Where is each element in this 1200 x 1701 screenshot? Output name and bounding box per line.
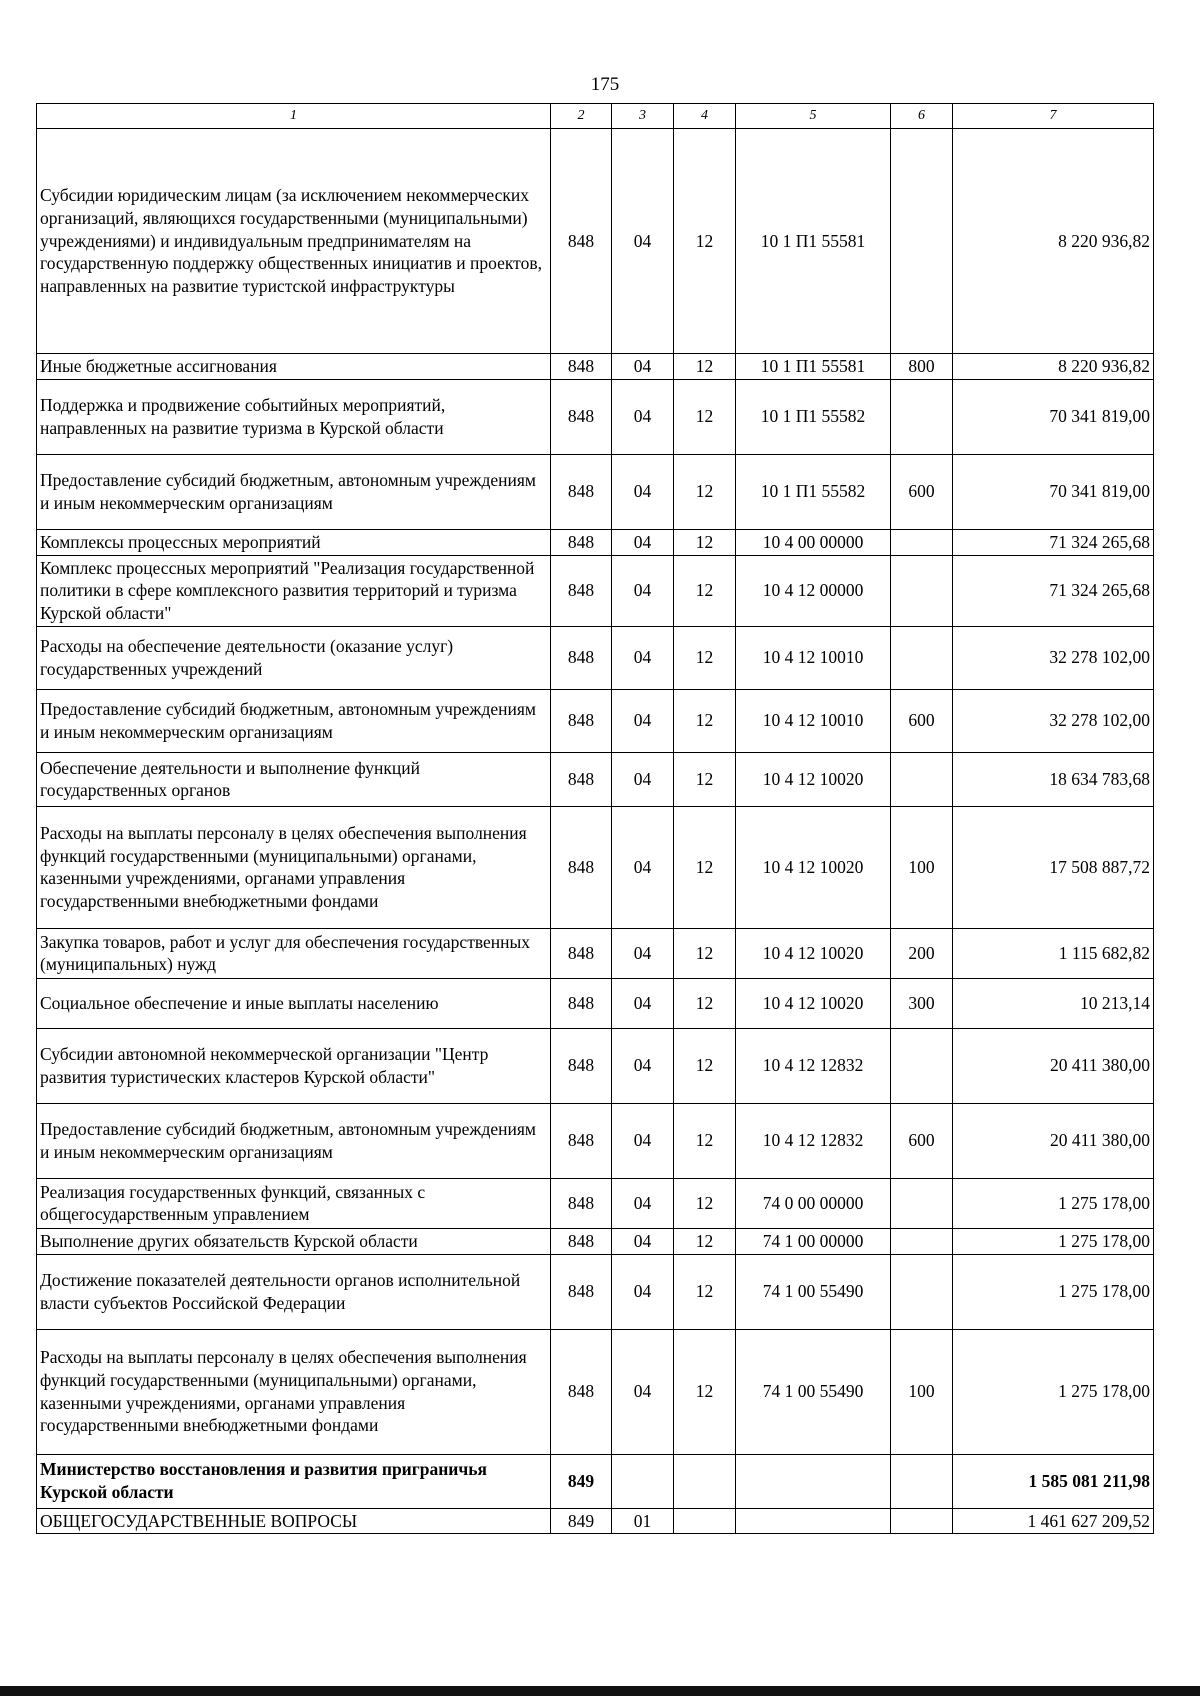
- table-row: [37, 1329, 1154, 1454]
- table-row: [37, 529, 1154, 555]
- row-amount: 71 324 265,68: [953, 529, 1154, 555]
- row-subsection: 12: [674, 1178, 736, 1228]
- row-expense-type: [891, 752, 953, 806]
- row-amount: 8 220 936,82: [953, 354, 1154, 380]
- table-row: [37, 555, 1154, 626]
- row-admin-code: 848: [551, 978, 612, 1028]
- header-col-2: 2: [551, 104, 612, 129]
- row-target-article: [736, 1454, 891, 1508]
- row-expense-type: [891, 1454, 953, 1508]
- table-row: [37, 1228, 1154, 1254]
- row-amount: 20 411 380,00: [953, 1103, 1154, 1178]
- row-subsection: 12: [674, 928, 736, 978]
- row-admin-code: 849: [551, 1454, 612, 1508]
- row-target-article: 10 1 П1 55581: [736, 354, 891, 380]
- row-target-article: 10 4 12 12832: [736, 1103, 891, 1178]
- row-target-article: 10 4 12 10020: [736, 806, 891, 928]
- row-admin-code: 848: [551, 1254, 612, 1329]
- row-expense-type: [891, 1228, 953, 1254]
- row-expense-type: [891, 379, 953, 454]
- row-subsection: 12: [674, 129, 736, 354]
- row-expense-type: [891, 1178, 953, 1228]
- row-target-article: 10 4 12 10020: [736, 978, 891, 1028]
- row-amount: 32 278 102,00: [953, 626, 1154, 689]
- row-amount: 10 213,14: [953, 978, 1154, 1028]
- row-target-article: 10 1 П1 55582: [736, 454, 891, 529]
- row-section: [612, 1454, 674, 1508]
- row-amount: 20 411 380,00: [953, 1028, 1154, 1103]
- row-amount: 70 341 819,00: [953, 379, 1154, 454]
- row-amount: 1 275 178,00: [953, 1228, 1154, 1254]
- row-description: Расходы на выплаты персоналу в целях обеспечения выполнения функций государственными (муниципальными) органами, казенными учреждениями, органами управления государственными внебюджетными фондами: [37, 806, 551, 928]
- row-amount: 32 278 102,00: [953, 689, 1154, 752]
- row-expense-type: 100: [891, 806, 953, 928]
- row-admin-code: 848: [551, 529, 612, 555]
- row-expense-type: [891, 1254, 953, 1329]
- row-amount: 1 585 081 211,98: [953, 1454, 1154, 1508]
- row-subsection: 12: [674, 752, 736, 806]
- row-subsection: 12: [674, 555, 736, 626]
- row-amount: 1 275 178,00: [953, 1254, 1154, 1329]
- row-section: 04: [612, 454, 674, 529]
- row-admin-code: 848: [551, 1028, 612, 1103]
- table-row: [37, 1254, 1154, 1329]
- row-target-article: 10 4 12 12832: [736, 1028, 891, 1103]
- row-description: Предоставление субсидий бюджетным, автономным учреждениям и иным некоммерческим организациям: [37, 1103, 551, 1178]
- row-section: 04: [612, 354, 674, 380]
- row-subsection: 12: [674, 354, 736, 380]
- row-expense-type: [891, 626, 953, 689]
- table-row: [37, 928, 1154, 978]
- row-admin-code: 848: [551, 689, 612, 752]
- table-row: [37, 1103, 1154, 1178]
- table-row: [37, 1454, 1154, 1508]
- page-number: 175: [590, 74, 620, 95]
- row-target-article: 74 1 00 00000: [736, 1228, 891, 1254]
- table-row: [37, 1508, 1154, 1534]
- table-row: [37, 1178, 1154, 1228]
- table-row: [37, 129, 1154, 354]
- row-expense-type: 600: [891, 1103, 953, 1178]
- row-expense-type: [891, 129, 953, 354]
- row-description: Социальное обеспечение и иные выплаты населению: [37, 978, 551, 1028]
- row-subsection: [674, 1454, 736, 1508]
- row-amount: 18 634 783,68: [953, 752, 1154, 806]
- row-target-article: 10 4 12 00000: [736, 555, 891, 626]
- row-target-article: 10 4 00 00000: [736, 529, 891, 555]
- row-description: Предоставление субсидий бюджетным, автономным учреждениям и иным некоммерческим организациям: [37, 689, 551, 752]
- row-expense-type: 200: [891, 928, 953, 978]
- row-section: 04: [612, 1254, 674, 1329]
- row-section: 04: [612, 1178, 674, 1228]
- row-admin-code: 848: [551, 1228, 612, 1254]
- row-subsection: 12: [674, 689, 736, 752]
- row-description: Комплексы процессных мероприятий: [37, 529, 551, 555]
- table-row: [37, 689, 1154, 752]
- row-target-article: [736, 1508, 891, 1534]
- header-col-1: 1: [37, 104, 551, 129]
- row-admin-code: 848: [551, 555, 612, 626]
- row-expense-type: 600: [891, 454, 953, 529]
- row-section: 04: [612, 752, 674, 806]
- row-admin-code: 848: [551, 806, 612, 928]
- row-description: Комплекс процессных мероприятий "Реализация государственной политики в сфере комплексного развития территорий и туризма Курской области": [37, 555, 551, 626]
- row-expense-type: [891, 529, 953, 555]
- row-description: Расходы на обеспечение деятельности (оказание услуг) государственных учреждений: [37, 626, 551, 689]
- header-col-7: 7: [953, 104, 1154, 129]
- row-section: 04: [612, 129, 674, 354]
- row-section: 04: [612, 555, 674, 626]
- row-description: Выполнение других обязательств Курской области: [37, 1228, 551, 1254]
- row-description: Обеспечение деятельности и выполнение функций государственных органов: [37, 752, 551, 806]
- row-subsection: 12: [674, 806, 736, 928]
- row-admin-code: 848: [551, 454, 612, 529]
- row-target-article: 10 4 12 10010: [736, 689, 891, 752]
- table-row: [37, 752, 1154, 806]
- row-amount: 1 275 178,00: [953, 1329, 1154, 1454]
- table-row: [37, 454, 1154, 529]
- row-expense-type: [891, 1508, 953, 1534]
- row-section: 04: [612, 529, 674, 555]
- row-target-article: 10 1 П1 55581: [736, 129, 891, 354]
- row-subsection: 12: [674, 626, 736, 689]
- row-amount: 1 275 178,00: [953, 1178, 1154, 1228]
- row-target-article: 74 0 00 00000: [736, 1178, 891, 1228]
- row-description: Расходы на выплаты персоналу в целях обеспечения выполнения функций государственными (муниципальными) органами, казенными учреждениями, органами управления государственными внебюджетными фондами: [37, 1329, 551, 1454]
- row-description: Иные бюджетные ассигнования: [37, 354, 551, 380]
- row-admin-code: 848: [551, 752, 612, 806]
- row-description: Субсидии автономной некоммерческой организации "Центр развития туристических кластеров Курской области": [37, 1028, 551, 1103]
- row-amount: 1 115 682,82: [953, 928, 1154, 978]
- row-amount: 8 220 936,82: [953, 129, 1154, 354]
- row-target-article: 10 4 12 10010: [736, 626, 891, 689]
- table-row: [37, 1028, 1154, 1103]
- header-row: [37, 104, 1154, 129]
- row-admin-code: 848: [551, 354, 612, 380]
- row-section: 04: [612, 928, 674, 978]
- table-row: [37, 354, 1154, 380]
- row-amount: 70 341 819,00: [953, 454, 1154, 529]
- row-subsection: 12: [674, 379, 736, 454]
- header-col-6: 6: [891, 104, 953, 129]
- row-expense-type: 600: [891, 689, 953, 752]
- row-description: Реализация государственных функций, связанных с общегосударственным управлением: [37, 1178, 551, 1228]
- budget-table: [36, 103, 1154, 1534]
- row-description: Министерство восстановления и развития приграничья Курской области: [37, 1454, 551, 1508]
- table-row: [37, 379, 1154, 454]
- row-amount: 17 508 887,72: [953, 806, 1154, 928]
- row-admin-code: 849: [551, 1508, 612, 1534]
- row-description: Предоставление субсидий бюджетным, автономным учреждениям и иным некоммерческим организациям: [37, 454, 551, 529]
- row-admin-code: 848: [551, 928, 612, 978]
- row-expense-type: [891, 555, 953, 626]
- row-expense-type: 300: [891, 978, 953, 1028]
- row-section: 04: [612, 1329, 674, 1454]
- header-col-4: 4: [674, 104, 736, 129]
- row-description: ОБЩЕГОСУДАРСТВЕННЫЕ ВОПРОСЫ: [37, 1508, 551, 1534]
- row-expense-type: [891, 1028, 953, 1103]
- table-row: [37, 626, 1154, 689]
- row-description: Субсидии юридическим лицам (за исключением некоммерческих организаций, являющихся государственными (муниципальными) учреждениями) и индивидуальным предпринимателям на государственную поддержку общественных инициатив и проектов, направленных на развитие туристской инфраструктуры: [37, 129, 551, 354]
- row-subsection: 12: [674, 978, 736, 1028]
- row-subsection: 12: [674, 1254, 736, 1329]
- row-target-article: 10 4 12 10020: [736, 928, 891, 978]
- row-admin-code: 848: [551, 626, 612, 689]
- row-section: 01: [612, 1508, 674, 1534]
- row-admin-code: 848: [551, 1103, 612, 1178]
- row-amount: 71 324 265,68: [953, 555, 1154, 626]
- table-row: [37, 978, 1154, 1028]
- row-section: 04: [612, 379, 674, 454]
- scan-bottom-edge: [0, 1686, 1200, 1696]
- row-description: Достижение показателей деятельности органов исполнительной власти субъектов Российской Федерации: [37, 1254, 551, 1329]
- row-description: Поддержка и продвижение событийных мероприятий, направленных на развитие туризма в Курской области: [37, 379, 551, 454]
- row-subsection: 12: [674, 454, 736, 529]
- row-subsection: 12: [674, 1329, 736, 1454]
- row-section: 04: [612, 1028, 674, 1103]
- header-col-5: 5: [736, 104, 891, 129]
- row-amount: 1 461 627 209,52: [953, 1508, 1154, 1534]
- row-section: 04: [612, 978, 674, 1028]
- row-expense-type: 100: [891, 1329, 953, 1454]
- row-section: 04: [612, 1103, 674, 1178]
- row-admin-code: 848: [551, 129, 612, 354]
- row-target-article: 74 1 00 55490: [736, 1254, 891, 1329]
- row-target-article: 10 4 12 10020: [736, 752, 891, 806]
- row-description: Закупка товаров, работ и услуг для обеспечения государственных (муниципальных) нужд: [37, 928, 551, 978]
- row-section: 04: [612, 806, 674, 928]
- header-col-3: 3: [612, 104, 674, 129]
- row-subsection: [674, 1508, 736, 1534]
- row-subsection: 12: [674, 1228, 736, 1254]
- table-row: [37, 806, 1154, 928]
- row-section: 04: [612, 689, 674, 752]
- row-expense-type: 800: [891, 354, 953, 380]
- row-section: 04: [612, 626, 674, 689]
- row-admin-code: 848: [551, 379, 612, 454]
- row-subsection: 12: [674, 1103, 736, 1178]
- row-subsection: 12: [674, 529, 736, 555]
- row-subsection: 12: [674, 1028, 736, 1103]
- row-admin-code: 848: [551, 1329, 612, 1454]
- row-target-article: 74 1 00 55490: [736, 1329, 891, 1454]
- row-target-article: 10 1 П1 55582: [736, 379, 891, 454]
- row-section: 04: [612, 1228, 674, 1254]
- row-admin-code: 848: [551, 1178, 612, 1228]
